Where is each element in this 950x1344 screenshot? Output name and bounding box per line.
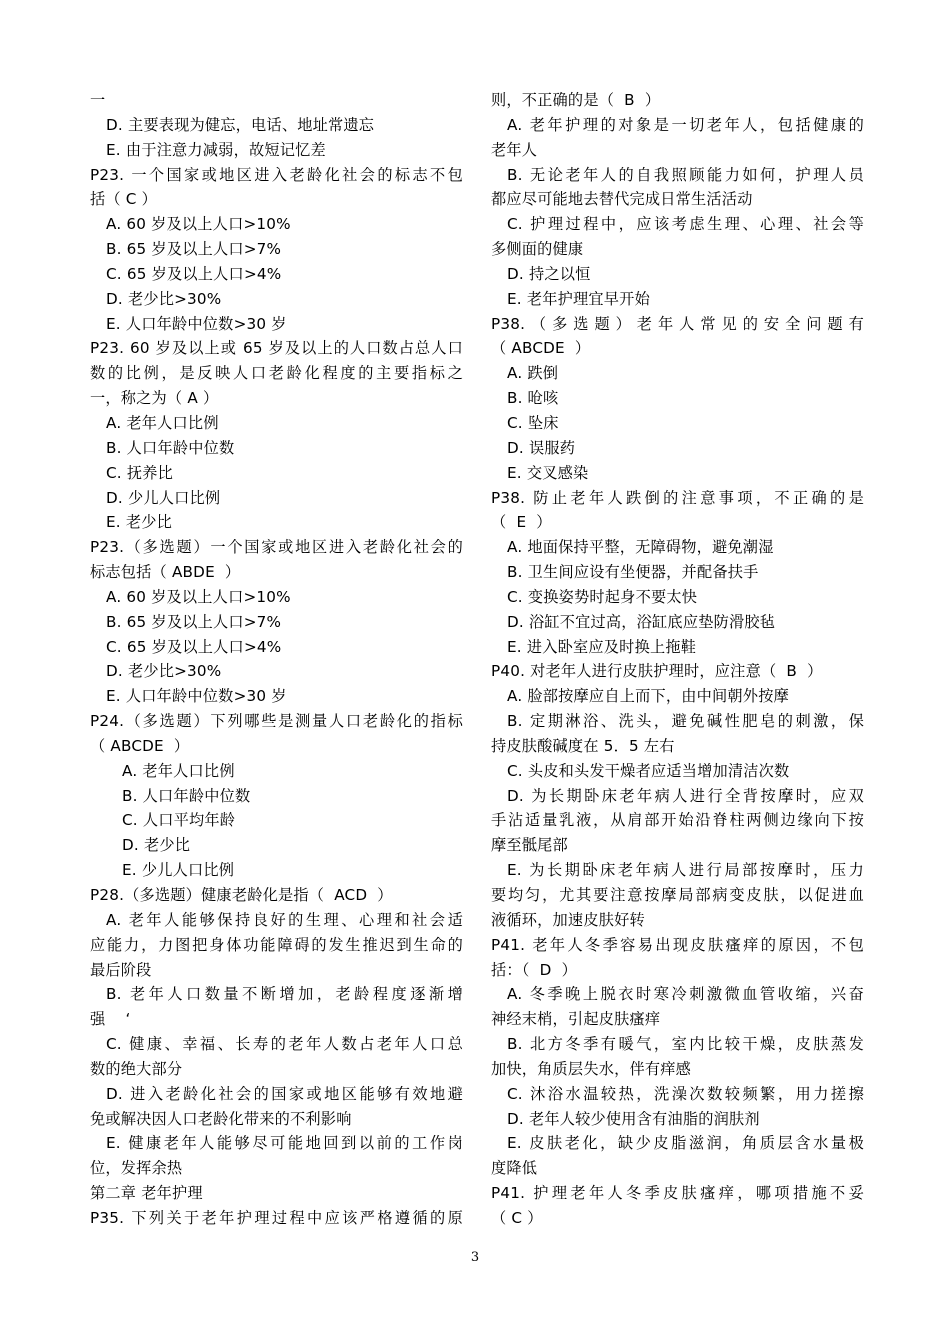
text-line: B. 呛咳	[507, 389, 559, 408]
text-line: P35. 下列关于老年护理过程中应该严格遵循的原	[90, 1208, 463, 1227]
text-line: E. 交叉感染	[507, 463, 589, 482]
text-line: B. 老年人口数量不断增加，老龄程度逐渐增	[106, 985, 463, 1004]
right-column	[491, 88, 864, 1231]
text-line: （ ABCDE ）	[491, 339, 591, 358]
text-line: 一，称之为（ A ）	[90, 389, 219, 408]
text-line: A. 老年人口比例	[122, 761, 235, 780]
text-line: D. 老年人较少使用含有油脂的润肤剂	[507, 1109, 760, 1128]
text-line: P41. 护理老年人冬季皮肤瘙痒，哪项措施不妥	[491, 1184, 864, 1203]
text-line: 位，发挥余热	[90, 1159, 183, 1178]
text-line: （ ABCDE ）	[90, 736, 190, 755]
text-line: C. 抚养比	[106, 463, 174, 482]
text-line: A. 老年人能够保持良好的生理、心理和社会适	[106, 910, 463, 929]
text-line: 摩至骶尾部	[491, 836, 568, 855]
text-line: D. 进入老龄化社会的国家或地区能够有效地避	[106, 1084, 463, 1103]
text-line: E. 健康老年人能够尽可能地回到以前的工作岗	[106, 1134, 463, 1153]
text-line: A. 60 岁及以上人口>10%	[106, 587, 291, 606]
text-line: P38. 防止老年人跌倒的注意事项，不正确的是	[491, 488, 864, 507]
text-line: 则，不正确的是（ B ）	[491, 91, 661, 109]
text-line: B. 定期淋浴、洗头，避免碱性肥皂的刺激，保	[507, 712, 864, 731]
text-line: E. 老年护理宜早开始	[507, 289, 650, 308]
text-line: P40. 对老年人进行皮肤护理时，应注意（ B ）	[491, 662, 823, 681]
text-line: 免或解决因人口老龄化带来的不利影响	[90, 1109, 352, 1128]
text-line: A. 冬季晚上脱衣时寒冷刺激微血管收缩，兴奋	[507, 985, 864, 1004]
text-line: P23. 60 岁及以上或 65 岁及以上的人口数占总人口	[90, 339, 463, 358]
text-line: B. 卫生间应设有坐便器，并配备扶手	[507, 563, 759, 582]
text-line: A. 跌倒	[507, 364, 559, 383]
text-line: 度降低	[491, 1159, 538, 1178]
text-line: D. 老少比	[122, 836, 191, 855]
page-number: 3	[470, 1250, 480, 1265]
text-line: E. 老少比	[106, 513, 173, 532]
text-line: B. 65 岁及以上人口>7%	[106, 240, 282, 259]
text-line: C. 坠床	[507, 413, 559, 432]
text-line: A. 60 岁及以上人口>10%	[106, 215, 291, 234]
text-line: D. 主要表现为健忘，电话、地址常遗忘	[106, 115, 375, 134]
text-line: 标志包括（ ABDE ）	[90, 563, 241, 582]
text-line: E. 人口年龄中位数>30 岁	[106, 687, 287, 706]
text-line: P28.（多选题）健康老龄化是指（ ACD ）	[90, 886, 393, 904]
text-line: 括（ C ）	[90, 190, 158, 209]
text-line: 第二章 老年护理	[90, 1184, 203, 1203]
text-line: A. 脸部按摩应自上而下，由中间朝外按摩	[507, 687, 789, 706]
text-line: P38.（多选题）老年人常见的安全问题有	[491, 314, 864, 333]
text-line: P23. 一个国家或地区进入老龄化社会的标志不包	[90, 165, 463, 184]
text-line: 老年人	[491, 140, 538, 159]
text-line: C. 头皮和头发干燥者应适当增加清洁次数	[507, 761, 790, 780]
text-line: D. 为长期卧床老年病人进行全背按摩时，应双	[507, 786, 864, 805]
text-line: C. 65 岁及以上人口>4%	[106, 637, 282, 656]
text-line: D. 浴缸不宜过高，浴缸底应垫防滑胶毡	[507, 612, 776, 631]
text-line: E. 少儿人口比例	[122, 861, 235, 880]
text-line: A. 老年人口比例	[106, 413, 219, 432]
text-line: E. 人口年龄中位数>30 岁	[106, 314, 287, 333]
text-line: C. 65 岁及以上人口>4%	[106, 264, 282, 283]
text-line: 多侧面的健康	[491, 240, 584, 259]
text-line: P23.（多选题）一个国家或地区进入老龄化社会的	[90, 538, 463, 557]
text-line: P41. 老年人冬季容易出现皮肤瘙痒的原因，不包	[491, 935, 864, 954]
text-line: （ C ）	[491, 1208, 543, 1227]
text-line: D. 误服药	[507, 438, 576, 457]
left-column	[90, 88, 463, 1231]
text-line: B. 无论老年人的自我照顾能力如何，护理人员	[507, 165, 864, 184]
text-line: B. 人口年龄中位数	[122, 786, 251, 805]
text-line: B. 人口年龄中位数	[106, 438, 235, 457]
text-line: 神经末梢，引起皮肤瘙痒	[491, 1010, 661, 1029]
text-line: C. 人口平均年龄	[122, 811, 236, 830]
text-line: 括：（ D ）	[491, 960, 577, 979]
text-line: 一	[90, 91, 106, 109]
text-line: D. 老少比>30%	[106, 289, 222, 308]
text-line: E. 皮肤老化，缺少皮脂滋润，角质层含水量极	[507, 1134, 864, 1153]
text-line: E. 由于注意力减弱，故短记忆差	[106, 140, 326, 159]
text-line: 都应尽可能地去替代完成日常生活活动	[491, 190, 753, 209]
text-line: C. 沐浴水温较热，洗澡次数较频繁，用力搓擦	[507, 1084, 864, 1103]
text-line: 持皮肤酸碱度在 5．5 左右	[491, 736, 675, 755]
text-line: D. 老少比>30%	[106, 662, 222, 681]
text-line: C. 健康、幸福、长寿的老年人数占老年人口总	[106, 1035, 463, 1054]
text-line: （ E ）	[491, 513, 552, 532]
text-line: 加快，角质层失水，伴有痒感	[491, 1059, 692, 1078]
text-line: 要均匀，尤其要注意按摩局部病变皮肤，以促进血	[491, 886, 864, 904]
text-line: A. 地面保持平整，无障碍物，避免潮湿	[507, 538, 774, 557]
text-line: D. 少儿人口比例	[106, 488, 221, 507]
text-line: 手沾适量乳液，从肩部开始沿脊柱两侧边缘向下按	[491, 811, 864, 830]
text-line: 数的比例，是反映人口老龄化程度的主要指标之	[90, 364, 463, 383]
text-line: E. 进入卧室应及时换上拖鞋	[507, 637, 697, 656]
text-line: B. 北方冬季有暖气，室内比较干燥，皮肤蒸发	[507, 1035, 864, 1054]
text-line: A. 老年护理的对象是一切老年人，包括健康的	[507, 115, 864, 134]
text-line: C. 护理过程中，应该考虑生理、心理、社会等	[507, 215, 864, 234]
text-line: C. 变换姿势时起身不要太快	[507, 587, 698, 606]
text-line: E. 为长期卧床老年病人进行局部按摩时，压力	[507, 861, 864, 880]
text-line: P24.（多选题）下列哪些是测量人口老龄化的指标	[90, 712, 463, 731]
text-line: 数的绝大部分	[90, 1059, 183, 1078]
text-line: 应能力，力图把身体功能障碍的发生推迟到生命的	[90, 935, 463, 954]
text-line: 最后阶段	[90, 960, 152, 979]
text-line: 强 ‘	[90, 1010, 131, 1029]
text-line: D. 持之以恒	[507, 264, 591, 283]
text-line: 液循环，加速皮肤好转	[491, 910, 645, 929]
text-line: B. 65 岁及以上人口>7%	[106, 612, 282, 631]
